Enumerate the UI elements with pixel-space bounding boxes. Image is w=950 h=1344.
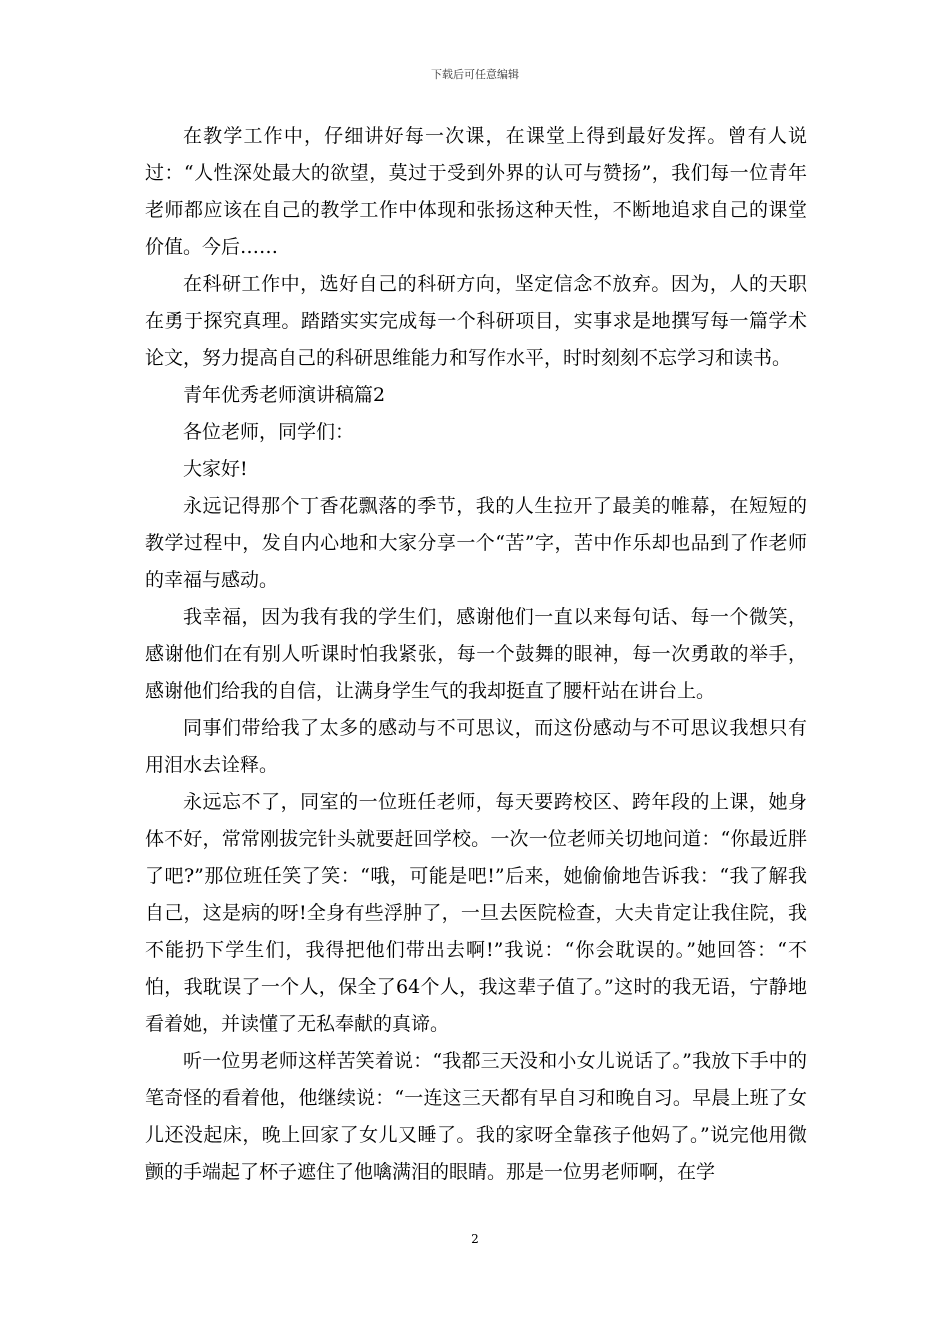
- paragraph-class-teacher-story: 永远忘不了，同室的一位班任老师，每天要跨校区、跨年段的上课，她身体不好，常常刚拔完针头就要赶回学校。一次一位老师关切地问道：“你最近胖了吧?”那位班任笑了笑：“哦，可能是吧!”后来，她偷偷地告诉我：“我了解我自己，这是病的呀!全身有些浮肿了，一旦去医院检查，大夫肯定让我住院，我不能扔下学生们，我得把他们带出去啊!”我说：“你会耽误的。”她回答：“不怕，我耽误了一个人，保全了64个人，我这辈子值了。”这时的我无语，宁静地看着她，并读懂了无私奉献的真谛。: [145, 791, 807, 1035]
- paragraph-happiness-students: 我幸福，因为我有我的学生们，感谢他们一直以来每句话、每一个微笑，感谢他们在有别人听课时怕我紧张，每一个鼓舞的眼神，每一次勇敢的举手，感谢他们给我的自信，让满身学生气的我却挺直了腰杆站在讲台上。: [145, 606, 807, 702]
- greeting: 大家好!: [183, 458, 248, 480]
- document-body: [145, 118, 807, 1191]
- paragraph-male-teacher-story: 听一位男老师这样苦笑着说：“我都三天没和小女儿说话了。”我放下手中的笔奇怪的看着他，他继续说：“一连这三天都有早自习和晚自习。早晨上班了女儿还没起床，晚上回家了女儿又睡了。我的家呀全靠孩子他妈了。”说完他用微颤的手端起了杯子遮住了他噙满泪的眼睛。那是一位男老师啊，在学: [145, 1050, 807, 1183]
- paragraph-research-work: 在科研工作中，选好自己的科研方向，坚定信念不放弃。因为，人的天职在勇于探究真理。踏踏实实完成每一个科研项目，实事求是地撰写每一篇学术论文，努力提高自己的科研思维能力和写作水平，时时刻刻不忘学习和读书。: [145, 273, 807, 369]
- salutation: 各位老师，同学们：: [183, 421, 355, 443]
- page-number: 2: [471, 1232, 479, 1246]
- paragraph-colleagues: 同事们带给我了太多的感动与不可思议，而这份感动与不可思议我想只有用泪水去诠释。: [145, 717, 807, 776]
- page-header: 下载后可任意编辑: [431, 68, 519, 81]
- section-title: 青年优秀老师演讲稿篇2: [183, 384, 386, 406]
- paragraph-teaching-work: 在教学工作中，仔细讲好每一次课，在课堂上得到最好发挥。曾有人说过：“人性深处最大的欲望，莫过于受到外界的认可与赞扬”，我们每一位青年老师都应该在自己的教学工作中体现和张扬这种天性，不断地追求自己的课堂价值。今后……: [145, 125, 807, 258]
- paragraph-lilac-season: 永远记得那个丁香花飘落的季节，我的人生拉开了最美的帷幕，在短短的教学过程中，发自内心地和大家分享一个“苦”字，苦中作乐却也品到了作老师的幸福与感动。: [145, 495, 807, 591]
